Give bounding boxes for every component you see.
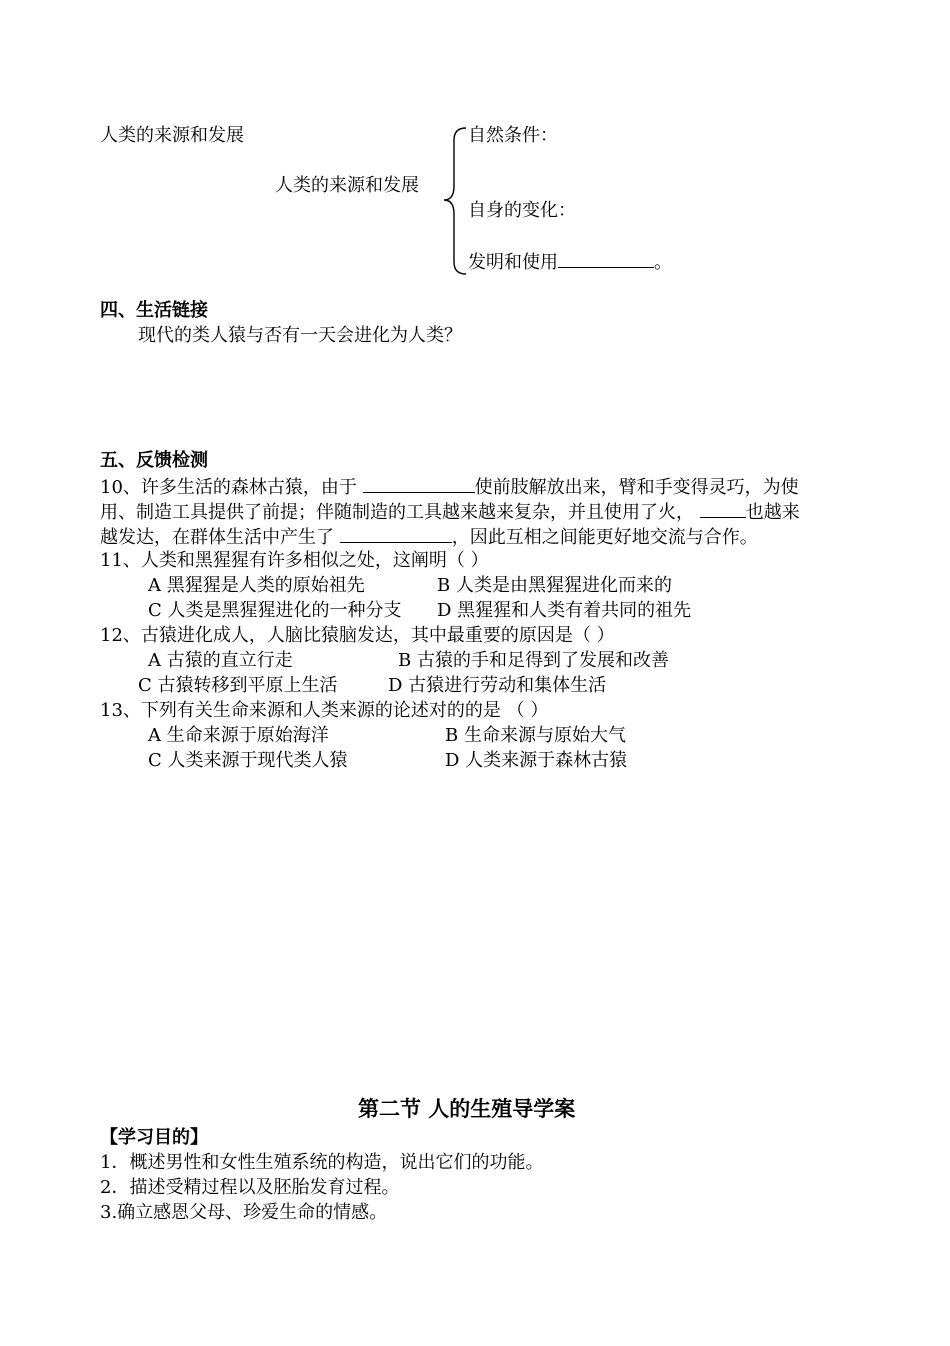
q10-blank-2[interactable] xyxy=(700,499,746,518)
q11-option-d[interactable]: D 黑猩猩和人类有着共同的祖先 xyxy=(437,600,692,621)
q13-option-d[interactable]: D 人类来源于森林古猿 xyxy=(445,750,628,771)
q11-option-b[interactable]: B 人类是由黑猩猩进化而来的 xyxy=(437,575,672,596)
section4-heading: 四、生活链接 xyxy=(100,300,208,321)
q10-line1-start: 10、许多生活的森林古猿，由于 xyxy=(100,477,357,498)
q11-option-a[interactable]: A 黑猩猩是人类的原始祖先 xyxy=(148,575,365,596)
branch-invention-prefix: 发明和使用 xyxy=(468,252,558,273)
q10-blank-3[interactable] xyxy=(340,524,452,543)
outline-branch-invention xyxy=(468,249,672,275)
q11-stem: 11、人类和黑猩猩有许多相似之处，这阐明（ ） xyxy=(100,550,489,571)
goal-item-2: 2．描述受精过程以及胚胎发育过程。 xyxy=(100,1177,400,1198)
goals-heading: 【学习目的】 xyxy=(100,1127,208,1148)
goal-item-3: 3.确立感恩父母、珍爱生命的情感。 xyxy=(100,1202,388,1223)
q12-option-b[interactable]: B 古猿的手和足得到了发展和改善 xyxy=(398,650,669,671)
q10-line3 xyxy=(100,524,758,550)
q10-blank-1[interactable] xyxy=(363,474,475,493)
q12-stem: 12、古猿进化成人，人脑比猿脑发达，其中最重要的原因是（ ） xyxy=(100,625,615,646)
branch-invention-suffix: 。 xyxy=(654,252,672,273)
goal-item-1: 1．概述男性和女性生殖系统的构造，说出它们的功能。 xyxy=(100,1152,544,1173)
q13-stem: 13、下列有关生命来源和人类来源的论述对的的是 （ ） xyxy=(100,700,549,721)
q12-option-d[interactable]: D 古猿进行劳动和集体生活 xyxy=(388,675,607,696)
outline-branch-self: 自身的变化： xyxy=(468,200,576,221)
q13-option-a[interactable]: A 生命来源于原始海洋 xyxy=(148,725,329,746)
q10-line1 xyxy=(100,474,799,500)
q10-line1-end: 使前肢解放出来，臂和手变得灵巧，为使 xyxy=(474,477,799,498)
outline-heading: 人类的来源和发展 xyxy=(100,125,244,146)
q10-line2 xyxy=(100,499,800,525)
q12-option-c[interactable]: C 古猿转移到平原上生活 xyxy=(138,675,338,696)
q10-line2-end: 也越来 xyxy=(745,502,800,523)
brace-icon xyxy=(440,126,470,276)
q12-option-a[interactable]: A 古猿的直立行走 xyxy=(148,650,293,671)
q10-line3-end: ，因此互相之间能更好地交流与合作。 xyxy=(451,527,758,548)
q13-option-c[interactable]: C 人类来源于现代类人猿 xyxy=(148,750,348,771)
q10-line2-start: 用、制造工具提供了前提；伴随制造的工具越来越来复杂，并且使用了火， xyxy=(100,502,694,523)
invention-blank[interactable] xyxy=(558,249,654,268)
section4-question: 现代的类人猿与否有一天会进化为人类？ xyxy=(138,325,462,346)
outline-center-label: 人类的来源和发展 xyxy=(275,175,419,196)
q10-line3-start: 越发达，在群体生活中产生了 xyxy=(100,527,334,548)
outline-branch-natural: 自然条件： xyxy=(468,125,558,146)
section5-heading: 五、反馈检测 xyxy=(100,450,208,471)
section-title: 第二节 人的生殖导学案 xyxy=(358,1096,576,1121)
q13-option-b[interactable]: B 生命来源与原始大气 xyxy=(445,725,626,746)
q11-option-c[interactable]: C 人类是黑猩猩进化的一种分支 xyxy=(148,600,402,621)
